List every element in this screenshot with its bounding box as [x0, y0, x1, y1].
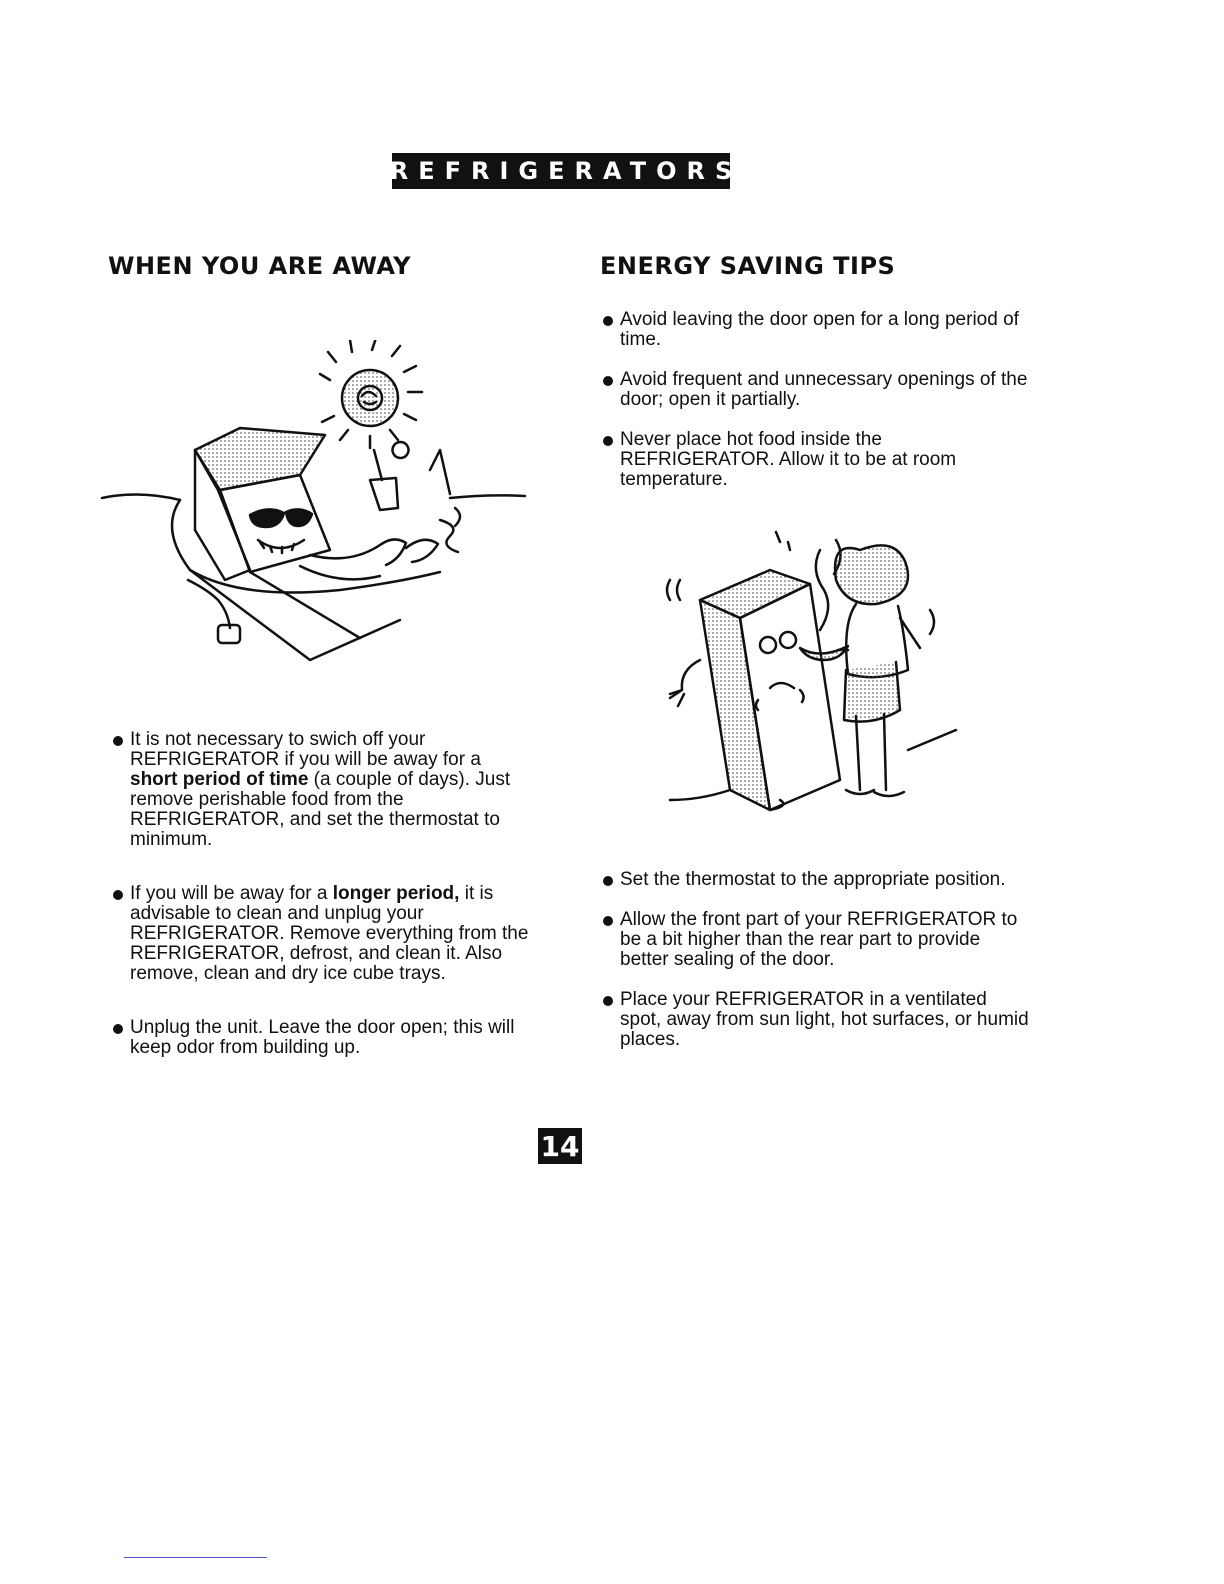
- bullet-icon: [603, 916, 613, 926]
- footer-rule: [124, 1557, 267, 1558]
- heading-when-away: WHEN YOU ARE AWAY: [108, 252, 412, 280]
- bullet-icon: [603, 876, 613, 886]
- bullet-icon: [603, 996, 613, 1006]
- right-column-list-bottom: [602, 870, 1032, 1070]
- hot-food-refrigerator-illustration: [660, 520, 970, 820]
- bullet-icon: [113, 1024, 123, 1034]
- list-item: Avoid frequent and unnecessary openings of the door; open it partially.: [602, 370, 1032, 410]
- list-item: If you will be away for a longer period, it is advisable to clean and unplug your REFRIGERATOR. Remove everything from the REFRIGERATOR, defrost, and clean it. Also remove, clean and dry ice cube trays.: [112, 884, 532, 984]
- left-column-list: [112, 730, 532, 1092]
- right-column-list-top: [602, 310, 1032, 510]
- page-number: 14: [538, 1128, 582, 1164]
- list-item: Never place hot food inside the REFRIGERATOR. Allow it to be at room temperature.: [602, 430, 1032, 490]
- sunbathing-refrigerator-illustration: [100, 340, 530, 670]
- list-item: It is not necessary to swich off your REFRIGERATOR if you will be away for a short period of time (a couple of days). Just remove perishable food from the REFRIGERATOR, and set the thermostat to minimum.: [112, 730, 532, 850]
- list-item: Unplug the unit. Leave the door open; this will keep odor from building up.: [112, 1018, 532, 1058]
- list-item: Place your REFRIGERATOR in a ventilated spot, away from sun light, hot surfaces, or humid places.: [602, 990, 1032, 1050]
- list-item: Set the thermostat to the appropriate position.: [602, 870, 1032, 890]
- bullet-icon: [113, 890, 123, 900]
- list-item: Avoid leaving the door open for a long period of time.: [602, 310, 1032, 350]
- bullet-icon: [603, 436, 613, 446]
- bullet-icon: [603, 316, 613, 326]
- heading-energy-tips: ENERGY SAVING TIPS: [600, 252, 896, 280]
- bullet-icon: [603, 376, 613, 386]
- list-item: Allow the front part of your REFRIGERATOR to be a bit higher than the rear part to provide better sealing of the door.: [602, 910, 1032, 970]
- bullet-icon: [113, 736, 123, 746]
- section-banner: REFRIGERATORS: [392, 153, 730, 189]
